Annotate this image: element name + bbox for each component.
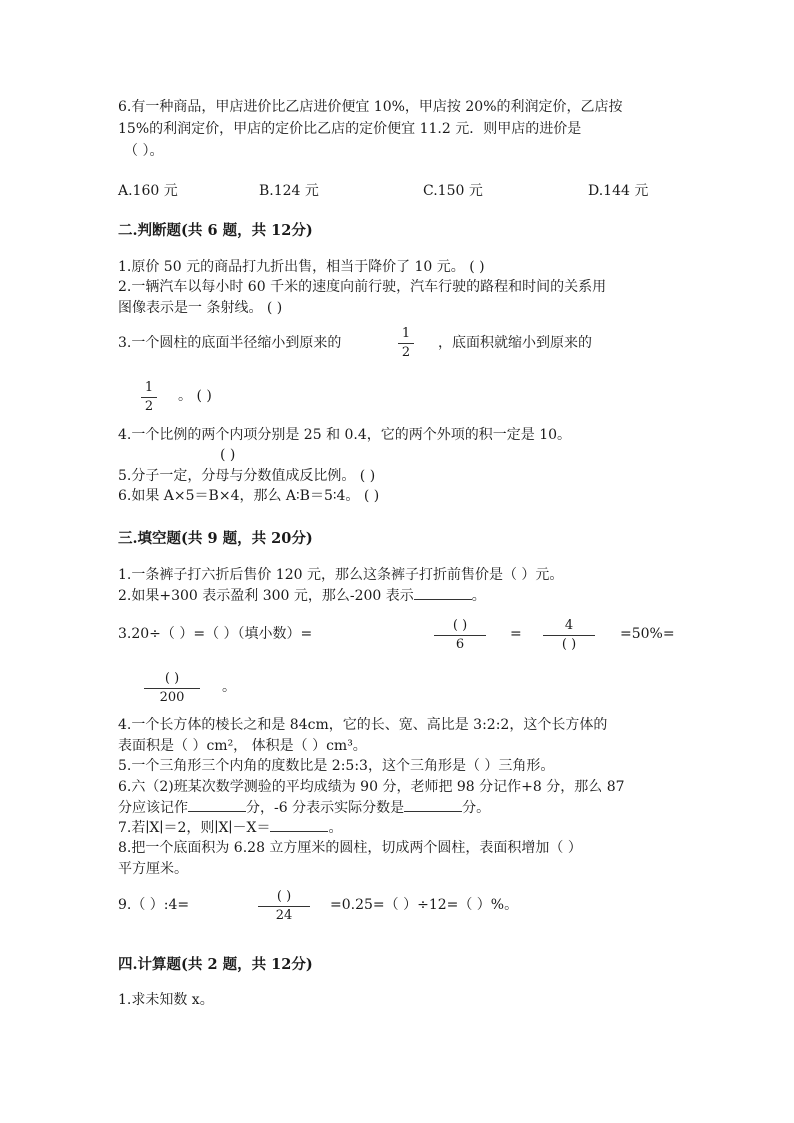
s3-q3-equals: = (510, 626, 522, 642)
s2-q4-line2: ( ) (220, 447, 236, 463)
s3-q3-part3: 。 (222, 679, 236, 695)
section2-heading: 二.判断题(共 6 题，共 12分) (118, 222, 313, 239)
s2-q1: 1.原价 50 元的商品打九折出售，相当于降价了 10 元。 ( ) (118, 259, 485, 275)
s3-q7-end: 。 (328, 820, 343, 836)
fraction-denominator: ( ) (561, 637, 577, 652)
s2-q3-fraction (398, 326, 414, 361)
s3-q9-part2: =0.25=（ ）÷12=（ ）%。 (330, 897, 519, 913)
s2-q3-fraction2 (141, 380, 157, 415)
s2-q3-part3: 。 ( ) (178, 388, 212, 404)
fraction-denominator: 6 (455, 637, 465, 652)
s4-q1: 1.求未知数 x。 (118, 992, 214, 1008)
fraction-numerator: ( ) (164, 671, 180, 686)
s3-q1: 1.一条裤子打六折后售价 120 元，那么这条裤子打折前售价是（ ）元。 (118, 567, 564, 583)
s3-q9-part1: 9.（ ）:4= (118, 897, 190, 913)
s3-q2 (118, 587, 486, 605)
fraction-numerator: 1 (401, 326, 411, 341)
s3-q6-text-b: 分，-6 分表示实际分数是 (246, 800, 405, 816)
s3-q6-line2 (118, 799, 490, 817)
s3-q4-line1: 4.一个长方体的棱长之和是 84cm，它的长、宽、高比是 3:2:2，这个长方体的 (118, 717, 608, 733)
s2-q2-line2: 图像表示是一 条射线。 ( ) (118, 300, 283, 316)
q6-line2: 15%的利润定价，甲店的定价比乙店的定价便宜 11.2 元．则甲店的进价是 (118, 121, 582, 137)
answer-blank[interactable] (404, 799, 462, 812)
s3-q3-part2: =50%= (620, 626, 675, 642)
fraction-denominator: 2 (401, 345, 411, 360)
answer-blank[interactable] (414, 587, 472, 600)
s3-q2-text: 2.如果+300 表示盈利 300 元，那么-200 表示 (118, 588, 414, 604)
q6-line1: 6.有一种商品，甲店进价比乙店进价便宜 10%，甲店按 20%的利润定价，乙店按 (118, 99, 623, 115)
s3-q6-text-a: 分应该记作 (118, 800, 188, 816)
fraction-numerator: ( ) (452, 618, 468, 633)
s3-q7 (118, 819, 342, 837)
q6-option-a: A.160 元 (118, 183, 178, 199)
s3-q6-text-c: 分。 (462, 800, 491, 816)
s3-q8-line1: 8.把一个底面积为 6.28 立方厘米的圆柱，切成两个圆柱，表面积增加（ ） (118, 840, 582, 856)
fraction-denominator: 24 (275, 908, 293, 923)
q6-option-d: D.144 元 (588, 183, 649, 199)
s3-q4-line2: 表面积是（ ）cm²， 体积是（ ）cm³。 (118, 738, 367, 754)
s3-q9-fraction (258, 889, 310, 924)
s2-q5: 5.分子一定，分母与分数值成反比例。 ( ) (118, 468, 376, 484)
s3-q7-text: 7.若∣X∣＝2，则∣X∣－X＝ (118, 820, 271, 836)
fraction-numerator: ( ) (276, 889, 292, 904)
fraction-denominator: 2 (144, 399, 154, 414)
s2-q2-line1: 2.一辆汽车以每小时 60 千米的速度向前行驶，汽车行驶的路程和时间的关系用 (118, 279, 607, 295)
answer-blank[interactable] (270, 819, 328, 832)
q6-option-c: C.150 元 (423, 183, 483, 199)
s3-q3-fraction3 (144, 671, 200, 706)
s2-q3-part1: 3.一个圆柱的底面半径缩小到原来的 (118, 335, 342, 351)
fraction-numerator: 1 (144, 380, 154, 395)
s2-q3-part2: ，底面积就缩小到原来的 (438, 335, 592, 351)
s2-q6: 6.如果 A×5＝B×4，那么 A∶B＝5∶4。 ( ) (118, 488, 380, 504)
q6-line3: （ ）。 (124, 143, 164, 159)
s3-q3-fraction1 (434, 618, 486, 653)
q6-option-b: B.124 元 (259, 183, 319, 199)
s3-q5: 5.一个三角形三个内角的度数比是 2:5:3，这个三角形是（ ）三角形。 (118, 758, 555, 774)
section3-heading: 三.填空题(共 9 题，共 20分) (118, 530, 313, 547)
fraction-denominator: 200 (159, 690, 185, 705)
s3-q2-end: 。 (471, 588, 486, 604)
s2-q4-line1: 4.一个比例的两个内项分别是 25 和 0.4，它的两个外项的积一定是 10。 (118, 427, 572, 443)
s3-q6-line1: 6.六（2)班某次数学测验的平均成绩为 90 分，老师把 98 分记作+8 分，那么 87 (118, 779, 625, 795)
s3-q3-fraction2 (543, 618, 595, 653)
s3-q8-line2: 平方厘米。 (118, 861, 188, 877)
fraction-numerator: 4 (564, 618, 574, 633)
section4-heading: 四.计算题(共 2 题，共 12分) (118, 956, 313, 973)
answer-blank[interactable] (188, 799, 246, 812)
s3-q3-part1: 3.20÷（ ）=（ ）（填小数）= (118, 626, 313, 642)
